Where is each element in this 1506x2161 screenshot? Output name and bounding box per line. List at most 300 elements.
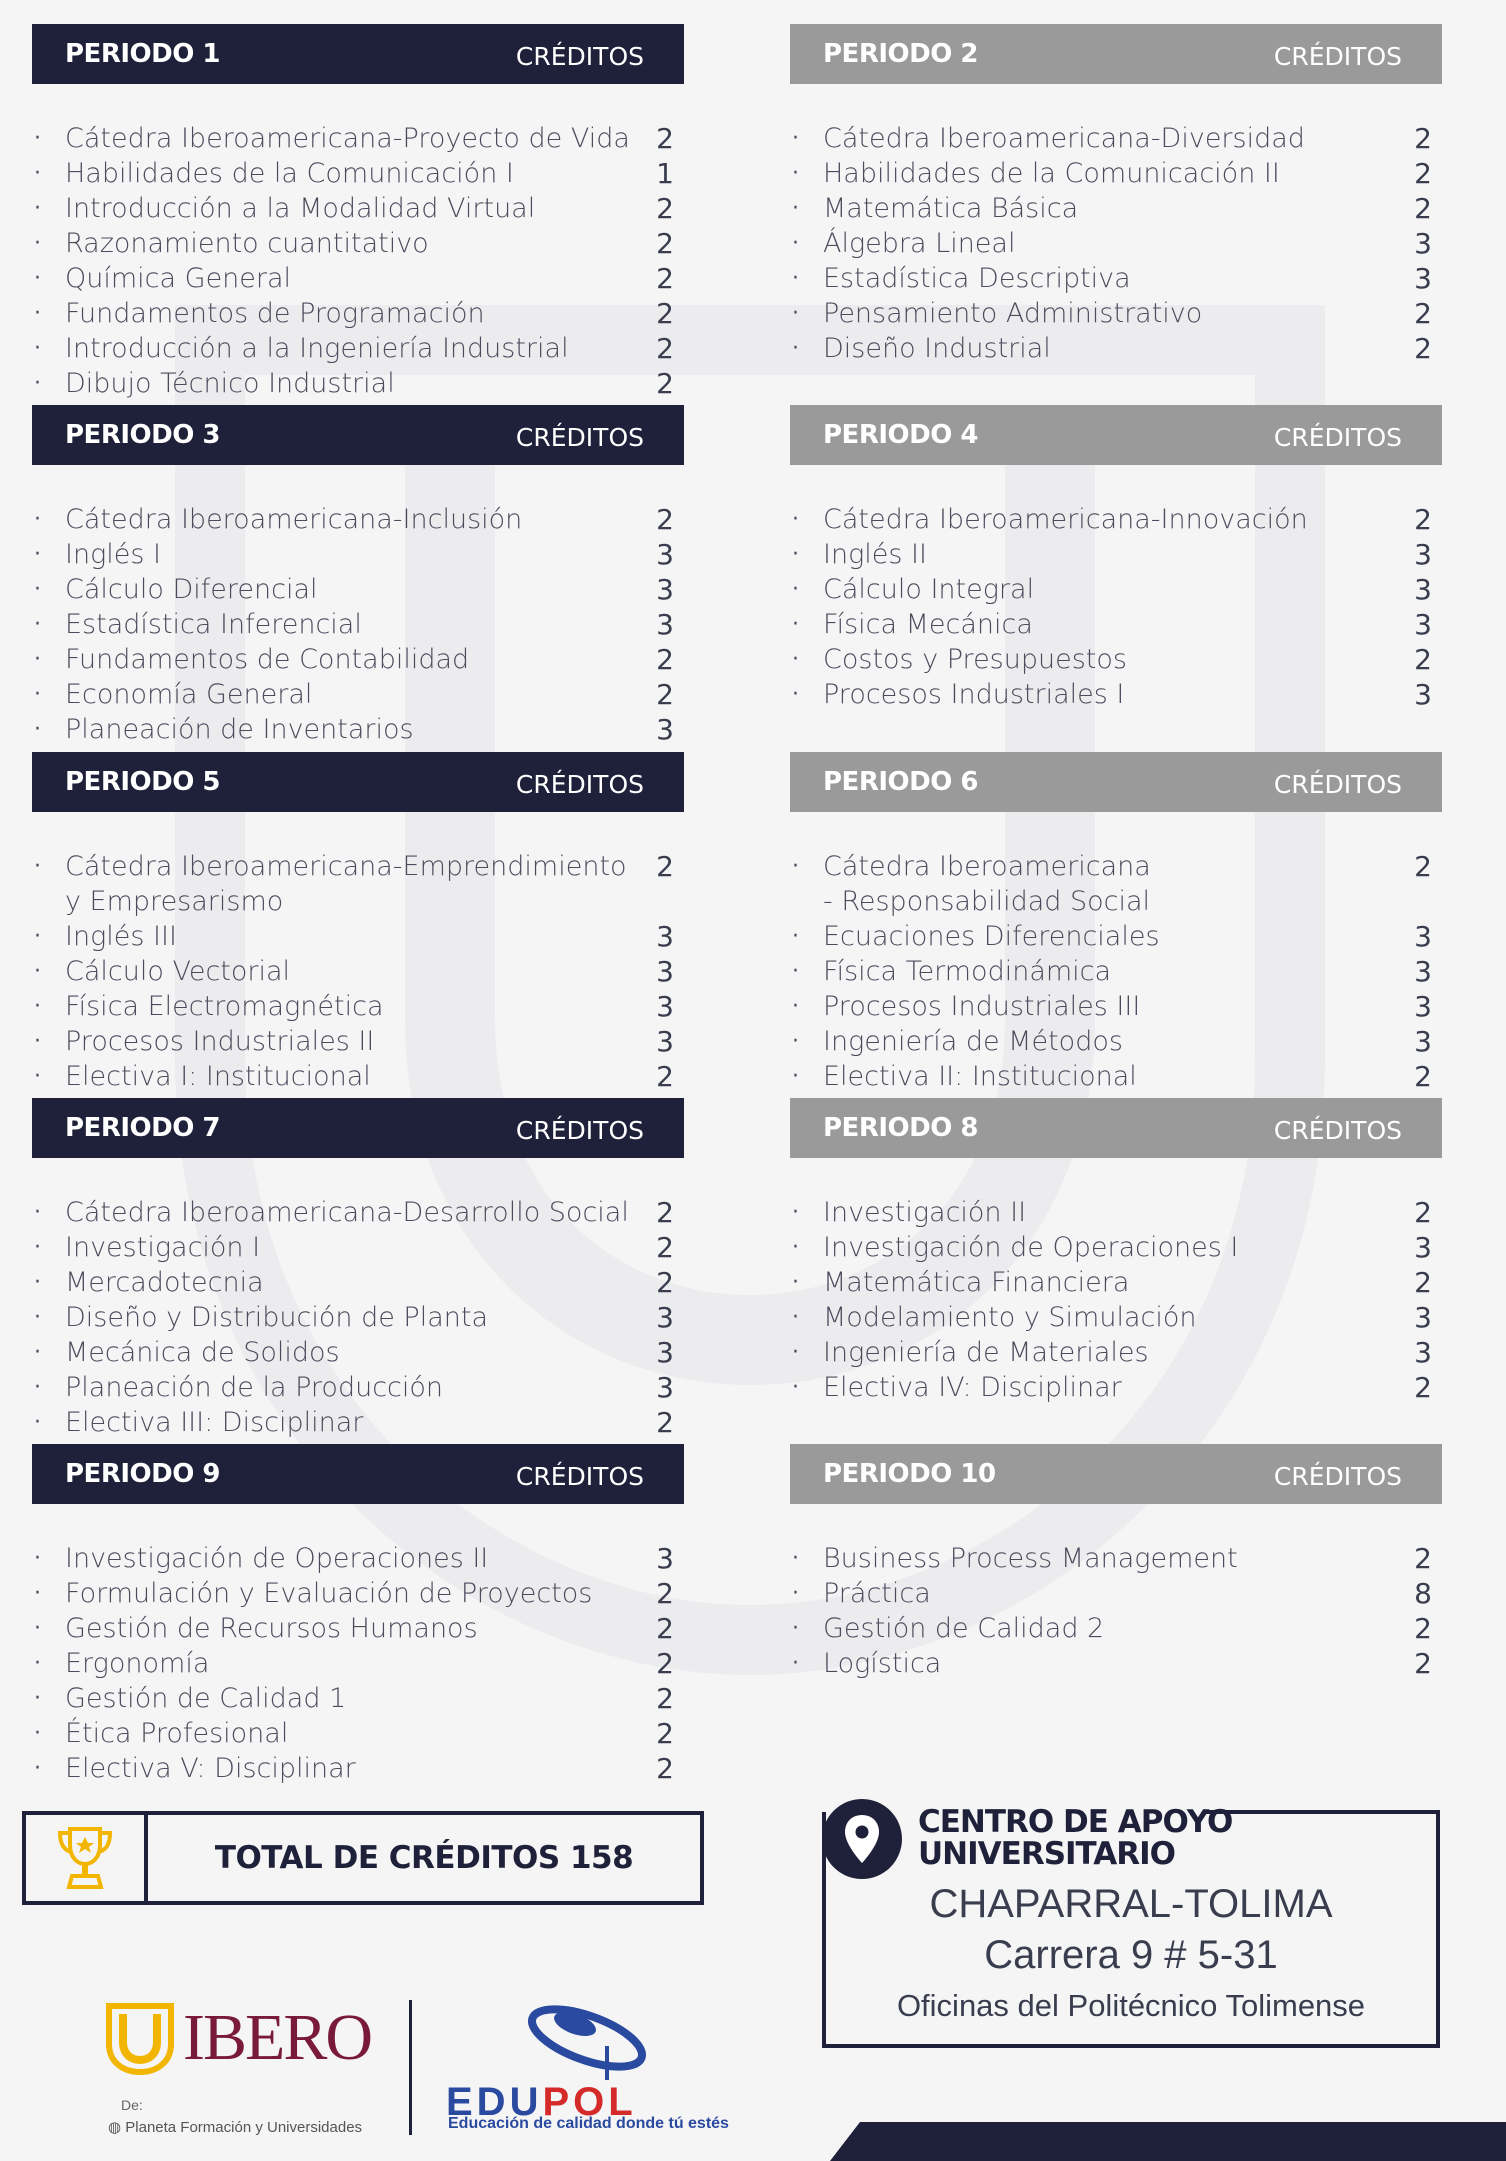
period-header	[32, 24, 684, 84]
course-credits: 2	[656, 1682, 674, 1715]
bullet-icon: ·	[792, 647, 799, 672]
period-block-6	[790, 752, 1442, 1093]
course-credits: 2	[656, 1060, 674, 1093]
course-name: Matemática Básica	[823, 193, 1079, 224]
course-name: Habilidades de la Comunicación I	[65, 158, 514, 189]
bullet-icon: ·	[792, 959, 799, 984]
period-title: PERIODO 7	[65, 1113, 220, 1143]
course-name: Investigación de Operaciones I	[823, 1232, 1239, 1263]
credits-column-label: CRÉDITOS	[515, 422, 644, 452]
course-credits: 2	[656, 297, 674, 330]
course-item	[790, 572, 1442, 607]
period-title: PERIODO 10	[823, 1459, 996, 1489]
course-credits: 3	[1414, 1301, 1432, 1334]
course-item	[790, 1576, 1442, 1611]
course-credits: 2	[1414, 1060, 1432, 1093]
course-item	[790, 1230, 1442, 1265]
course-credits: 2	[1414, 1612, 1432, 1645]
course-item	[32, 226, 684, 261]
bullet-icon: ·	[34, 231, 41, 256]
course-name: Electiva III: Disciplinar	[65, 1407, 364, 1438]
course-item	[790, 226, 1442, 261]
period-title: PERIODO 5	[65, 767, 220, 797]
course-name: Cátedra Iberoamericana-Inclusión	[65, 504, 523, 535]
course-item	[32, 954, 684, 989]
bullet-icon: ·	[792, 336, 799, 361]
course-credits: 2	[656, 850, 674, 883]
course-credits: 3	[656, 955, 674, 988]
course-name: Cátedra Iberoamericana-Diversidad	[823, 123, 1305, 154]
bullet-icon: ·	[792, 1305, 799, 1330]
course-name: Gestión de Recursos Humanos	[65, 1613, 478, 1644]
course-name: Cálculo Diferencial	[65, 574, 318, 605]
course-item	[32, 366, 684, 401]
bullet-icon: ·	[34, 1616, 41, 1641]
bullet-icon: ·	[34, 994, 41, 1019]
course-list	[32, 1195, 684, 1440]
credits-column-label: CRÉDITOS	[515, 1461, 644, 1491]
course-credits: 2	[1414, 850, 1432, 883]
course-credits: 1	[656, 157, 674, 190]
course-item	[790, 1024, 1442, 1059]
course-item	[32, 296, 684, 331]
course-credits: 2	[1414, 332, 1432, 365]
course-list	[32, 121, 684, 401]
course-item	[32, 1751, 684, 1786]
course-credits: 3	[656, 1371, 674, 1404]
course-name: Modelamiento y Simulación	[823, 1302, 1197, 1333]
edupol-tagline: Educación de calidad donde tú estés	[448, 2115, 729, 2132]
course-item	[790, 1370, 1442, 1405]
course-credits: 3	[1414, 1025, 1432, 1058]
course-name: Estadística Descriptiva	[823, 263, 1131, 294]
course-credits: 3	[1414, 990, 1432, 1023]
course-name: Mercadotecnia	[65, 1267, 264, 1298]
bullet-icon: ·	[792, 577, 799, 602]
logo-separator	[409, 2000, 412, 2135]
course-item	[32, 642, 684, 677]
bullet-icon: ·	[792, 1546, 799, 1571]
course-name: Estadística Inferencial	[65, 609, 362, 640]
course-name: Ética Profesional	[65, 1718, 289, 1749]
course-credits: 3	[656, 608, 674, 641]
course-credits: 3	[656, 920, 674, 953]
course-list	[790, 1541, 1442, 1681]
bullet-icon: ·	[34, 1064, 41, 1089]
course-item	[32, 1405, 684, 1440]
total-credits-label: TOTAL DE CRÉDITOS 158	[214, 1840, 634, 1876]
course-item	[32, 1335, 684, 1370]
course-item	[32, 1611, 684, 1646]
bullet-icon: ·	[34, 1651, 41, 1676]
course-item	[790, 537, 1442, 572]
bullet-icon: ·	[34, 196, 41, 221]
course-item	[32, 849, 684, 919]
course-item	[790, 849, 1442, 919]
course-item	[790, 954, 1442, 989]
course-credits: 3	[1414, 955, 1432, 988]
course-credits: 3	[1414, 262, 1432, 295]
course-name: Gestión de Calidad 1	[65, 1683, 347, 1714]
course-name: Inglés I	[65, 539, 162, 570]
course-name: Ergonomía	[65, 1648, 210, 1679]
ibero-word: IBERO	[183, 2001, 371, 2074]
course-credits: 2	[1414, 122, 1432, 155]
course-credits: 2	[656, 122, 674, 155]
period-header	[790, 1444, 1442, 1504]
period-title: PERIODO 6	[823, 767, 978, 797]
course-credits: 3	[1414, 573, 1432, 606]
corner-decoration	[830, 2122, 1506, 2161]
bullet-icon: ·	[34, 1235, 41, 1260]
course-item	[32, 1024, 684, 1059]
course-name: Logística	[823, 1648, 942, 1679]
course-item	[32, 1576, 684, 1611]
course-name: Economía General	[65, 679, 313, 710]
course-credits: 3	[1414, 538, 1432, 571]
period-header	[32, 1098, 684, 1158]
course-item	[32, 331, 684, 366]
course-item	[32, 502, 684, 537]
period-block-7	[32, 1098, 684, 1439]
bullet-icon: ·	[34, 507, 41, 532]
course-item	[32, 989, 684, 1024]
course-name: Matemática Financiera	[823, 1267, 1130, 1298]
course-name: Investigación II	[823, 1197, 1027, 1228]
course-item	[790, 1300, 1442, 1335]
course-name: Planeación de la Producción	[65, 1372, 444, 1403]
bullet-icon: ·	[792, 126, 799, 151]
bullet-icon: ·	[34, 1721, 41, 1746]
period-header	[790, 24, 1442, 84]
course-credits: 3	[656, 1025, 674, 1058]
bullet-icon: ·	[34, 717, 41, 742]
bullet-icon: ·	[792, 507, 799, 532]
course-name: Costos y Presupuestos	[823, 644, 1127, 675]
course-credits: 2	[1414, 192, 1432, 225]
period-block-8	[790, 1098, 1442, 1404]
course-credits: 2	[656, 262, 674, 295]
course-name: Fundamentos de Contabilidad	[65, 644, 470, 675]
course-list	[32, 1541, 684, 1786]
course-name: Ecuaciones Diferenciales	[823, 921, 1160, 952]
bullet-icon: ·	[34, 542, 41, 567]
course-credits: 3	[656, 713, 674, 746]
course-name: Diseño Industrial	[823, 333, 1051, 364]
bullet-icon: ·	[34, 1270, 41, 1295]
bullet-icon: ·	[34, 1686, 41, 1711]
course-credits: 2	[656, 1717, 674, 1750]
course-item	[790, 191, 1442, 226]
course-item	[790, 502, 1442, 537]
course-name: Cátedra Iberoamericana-Desarrollo Social	[65, 1197, 629, 1228]
bullet-icon: ·	[34, 301, 41, 326]
course-name: Cálculo Integral	[823, 574, 1035, 605]
course-credits: 2	[1414, 157, 1432, 190]
course-name: Inglés III	[65, 921, 177, 952]
course-item	[32, 1716, 684, 1751]
course-name: Investigación de Operaciones II	[65, 1543, 489, 1574]
course-list	[32, 849, 684, 1094]
course-item	[790, 331, 1442, 366]
course-item	[32, 121, 684, 156]
course-name: Electiva II: Institucional	[823, 1061, 1137, 1092]
course-item	[32, 1681, 684, 1716]
course-name: Cátedra Iberoamericana-Innovación	[823, 504, 1308, 535]
course-name: Planeación de Inventarios	[65, 714, 414, 745]
course-item	[32, 261, 684, 296]
period-header	[790, 405, 1442, 465]
bullet-icon: ·	[34, 1546, 41, 1571]
course-name: Química General	[65, 263, 292, 294]
course-name: Procesos Industriales III	[823, 991, 1141, 1022]
course-item	[32, 712, 684, 747]
bullet-icon: ·	[792, 266, 799, 291]
period-block-1	[32, 24, 684, 400]
course-name: Práctica	[823, 1578, 931, 1609]
course-item	[32, 1230, 684, 1265]
course-item	[790, 296, 1442, 331]
bullet-icon: ·	[34, 682, 41, 707]
centro-office: Oficinas del Politécnico Tolimense	[896, 1988, 1366, 2023]
course-name: Física Electromagnética	[65, 991, 384, 1022]
course-item	[32, 1265, 684, 1300]
course-name: Business Process Management	[823, 1543, 1238, 1574]
course-name: Física Mecánica	[823, 609, 1033, 640]
course-credits: 2	[1414, 1196, 1432, 1229]
course-credits: 2	[656, 1196, 674, 1229]
course-name: Electiva I: Institucional	[65, 1061, 371, 1092]
course-name: Formulación y Evaluación de Proyectos	[65, 1578, 593, 1609]
bullet-icon: ·	[34, 1756, 41, 1781]
course-name: Ingeniería de Materiales	[823, 1337, 1149, 1368]
bullet-icon: ·	[34, 126, 41, 151]
bullet-icon: ·	[34, 1200, 41, 1225]
course-credits: 2	[1414, 297, 1432, 330]
bullet-icon: ·	[792, 1064, 799, 1089]
course-item	[790, 642, 1442, 677]
credits-column-label: CRÉDITOS	[515, 1115, 644, 1145]
course-name: Dibujo Técnico Industrial	[65, 368, 395, 399]
course-item	[32, 156, 684, 191]
course-list	[790, 1195, 1442, 1405]
course-credits: 2	[656, 1406, 674, 1439]
course-item	[32, 607, 684, 642]
course-credits: 2	[1414, 503, 1432, 536]
period-block-2	[790, 24, 1442, 365]
ibero-de-label: De:	[121, 2097, 143, 2113]
course-item	[790, 1265, 1442, 1300]
credits-column-label: CRÉDITOS	[1273, 1461, 1402, 1491]
course-item	[790, 607, 1442, 642]
course-item	[790, 1611, 1442, 1646]
course-credits: 3	[656, 1542, 674, 1575]
course-item	[790, 1059, 1442, 1094]
course-list	[790, 502, 1442, 712]
period-header	[32, 1444, 684, 1504]
course-credits: 2	[1414, 643, 1432, 676]
course-credits: 2	[656, 643, 674, 676]
course-credits: 3	[1414, 920, 1432, 953]
bullet-icon: ·	[34, 647, 41, 672]
trophy-icon	[26, 1815, 148, 1901]
course-name: Ingeniería de Métodos	[823, 1026, 1123, 1057]
bullet-icon: ·	[792, 161, 799, 186]
course-item	[32, 919, 684, 954]
bullet-icon: ·	[792, 1200, 799, 1225]
course-credits: 2	[1414, 1647, 1432, 1680]
course-credits: 2	[656, 678, 674, 711]
course-credits: 2	[656, 192, 674, 225]
credits-column-label: CRÉDITOS	[1273, 1115, 1402, 1145]
course-name: Electiva IV: Disciplinar	[823, 1372, 1122, 1403]
bullet-icon: ·	[34, 854, 41, 879]
bullet-icon: ·	[34, 1305, 41, 1330]
course-name: Habilidades de la Comunicación II	[823, 158, 1280, 189]
course-credits: 2	[656, 367, 674, 400]
centro-city: CHAPARRAL-TOLIMA	[929, 1882, 1333, 1926]
course-credits: 3	[656, 573, 674, 606]
period-header	[32, 405, 684, 465]
period-header	[790, 752, 1442, 812]
course-item	[32, 572, 684, 607]
course-item	[32, 1541, 684, 1576]
course-name: Procesos Industriales I	[823, 679, 1125, 710]
course-item	[790, 121, 1442, 156]
course-credits: 2	[1414, 1371, 1432, 1404]
course-name: Cálculo Vectorial	[65, 956, 291, 987]
bullet-icon: ·	[792, 612, 799, 637]
bullet-icon: ·	[792, 924, 799, 949]
course-item	[790, 1335, 1442, 1370]
course-name: Introducción a la Modalidad Virtual	[65, 193, 536, 224]
credits-column-label: CRÉDITOS	[1273, 41, 1402, 71]
course-credits: 3	[656, 990, 674, 1023]
course-list	[32, 502, 684, 747]
bullet-icon: ·	[792, 994, 799, 1019]
period-title: PERIODO 3	[65, 420, 220, 450]
bullet-icon: ·	[792, 1270, 799, 1295]
course-name: Cátedra Iberoamericana - Responsabilidad Social	[823, 851, 1151, 917]
course-credits: 2	[656, 1612, 674, 1645]
course-list	[790, 121, 1442, 366]
bullet-icon: ·	[34, 161, 41, 186]
course-credits: 8	[1414, 1577, 1432, 1610]
bullet-icon: ·	[34, 959, 41, 984]
course-list	[790, 849, 1442, 1094]
course-credits: 2	[1414, 1266, 1432, 1299]
credits-column-label: CRÉDITOS	[515, 41, 644, 71]
course-credits: 2	[656, 503, 674, 536]
course-name: Física Termodinámica	[823, 956, 1112, 987]
period-block-10	[790, 1444, 1442, 1680]
bullet-icon: ·	[34, 1410, 41, 1435]
course-credits: 3	[1414, 608, 1432, 641]
course-item	[32, 191, 684, 226]
course-name: Gestión de Calidad 2	[823, 1613, 1105, 1644]
edupol-word: EDUPOL	[446, 2080, 637, 2124]
course-credits: 2	[656, 227, 674, 260]
bullet-icon: ·	[792, 1235, 799, 1260]
bullet-icon: ·	[34, 336, 41, 361]
bullet-icon: ·	[34, 1340, 41, 1365]
course-credits: 3	[656, 538, 674, 571]
credits-column-label: CRÉDITOS	[1273, 422, 1402, 452]
course-credits: 3	[1414, 1336, 1432, 1369]
course-name: Fundamentos de Programación	[65, 298, 485, 329]
period-title: PERIODO 2	[823, 39, 978, 69]
course-credits: 2	[656, 1577, 674, 1610]
course-item	[790, 919, 1442, 954]
course-item	[790, 989, 1442, 1024]
bullet-icon: ·	[34, 612, 41, 637]
course-credits: 2	[656, 1752, 674, 1785]
course-credits: 2	[656, 332, 674, 365]
course-name: Introducción a la Ingeniería Industrial	[65, 333, 569, 364]
course-name: Cátedra Iberoamericana-Emprendimiento y Empresarismo	[65, 851, 627, 917]
bullet-icon: ·	[34, 1581, 41, 1606]
period-block-5	[32, 752, 684, 1093]
bullet-icon: ·	[792, 196, 799, 221]
ibero-shield-icon	[105, 2002, 175, 2076]
course-item	[32, 1370, 684, 1405]
course-name: Mecánica de Solidos	[65, 1337, 340, 1368]
bullet-icon: ·	[792, 1340, 799, 1365]
period-title: PERIODO 4	[823, 420, 978, 450]
course-item	[790, 156, 1442, 191]
period-block-4	[790, 405, 1442, 711]
course-item	[790, 1195, 1442, 1230]
bullet-icon: ·	[792, 682, 799, 707]
course-credits: 2	[656, 1231, 674, 1264]
course-name: Investigación I	[65, 1232, 261, 1263]
course-credits: 3	[1414, 1231, 1432, 1264]
bullet-icon: ·	[792, 1581, 799, 1606]
bullet-icon: ·	[792, 1651, 799, 1676]
course-name: Inglés II	[823, 539, 927, 570]
period-header	[32, 752, 684, 812]
bullet-icon: ·	[34, 577, 41, 602]
course-item	[32, 537, 684, 572]
bullet-icon: ·	[792, 1616, 799, 1641]
course-item	[32, 1646, 684, 1681]
bullet-icon: ·	[792, 542, 799, 567]
course-item	[32, 1195, 684, 1230]
credits-column-label: CRÉDITOS	[515, 769, 644, 799]
course-name: Pensamiento Administrativo	[823, 298, 1203, 329]
course-name: Razonamiento cuantitativo	[65, 228, 429, 259]
ibero-planeta-label: ◍ Planeta Formación y Universidades	[108, 2119, 363, 2136]
credits-column-label: CRÉDITOS	[1273, 769, 1402, 799]
course-credits: 3	[656, 1301, 674, 1334]
course-credits: 2	[656, 1647, 674, 1680]
course-name: Procesos Industriales II	[65, 1026, 375, 1057]
course-item	[790, 677, 1442, 712]
course-credits: 3	[1414, 678, 1432, 711]
bullet-icon: ·	[34, 1375, 41, 1400]
edupol-globe-icon	[525, 1998, 655, 2080]
bullet-icon: ·	[792, 1375, 799, 1400]
course-name: Electiva V: Disciplinar	[65, 1753, 356, 1784]
bullet-icon: ·	[34, 924, 41, 949]
period-block-9	[32, 1444, 684, 1785]
location-pin-icon	[822, 1799, 902, 1879]
bullet-icon: ·	[34, 371, 41, 396]
centro-apoyo-title: CENTRO DE APOYO UNIVERSITARIO	[918, 1804, 1233, 1872]
course-credits: 2	[1414, 1542, 1432, 1575]
centro-address: Carrera 9 # 5-31	[984, 1933, 1278, 1977]
period-block-3	[32, 405, 684, 746]
